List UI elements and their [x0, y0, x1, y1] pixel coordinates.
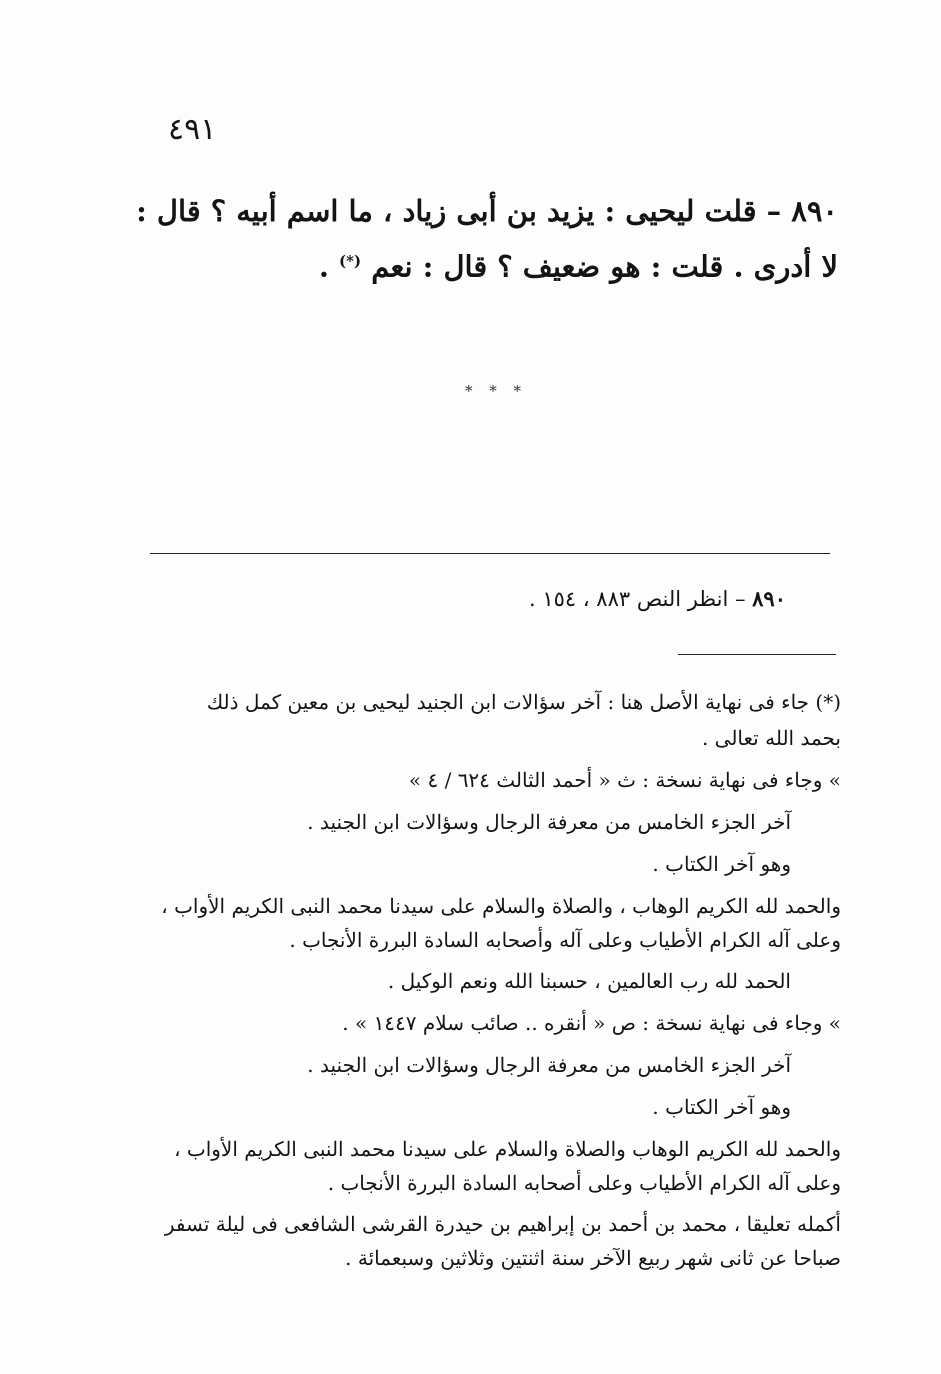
note-line: الحمد لله رب العالمين ، حسبنا الله ونعم الوكيل .: [387, 969, 791, 993]
note-line: » وجاء فى نهاية نسخة : ث « أحمد الثالث ٦٢٤ / ٤ »: [408, 768, 841, 792]
note-line: بحمد الله تعالى .: [701, 726, 841, 750]
note-line: والحمد لله الكريم الوهاب والصلاة والسلام على سيدنا محمد النبى الكريم الأواب ،: [174, 1137, 841, 1161]
notes-divider: [678, 654, 836, 655]
footnote-reference: [529, 586, 786, 611]
main-entry: [100, 186, 838, 292]
main-entry-line-1: [100, 186, 838, 236]
main-entry-text-1: – قلت ليحيى : يزيد بن أبى زياد ، ما اسم أبيه ؟ قال :: [136, 194, 782, 228]
note-line: وهو آخر الكتاب .: [652, 852, 791, 876]
footnote-reference-text: – انظر النص ٨٨٣ ، ١٥٤ .: [528, 587, 746, 611]
note-line: (*) جاء فى نهاية الأصل هنا : آخر سؤالات ابن الجنيد ليحيى بن معين كمل ذلك: [206, 690, 841, 714]
note-line: » وجاء فى نهاية نسخة : ص « أنقره .. صائب سلام ١٤٤٧ » .: [342, 1011, 841, 1035]
entry-number: ٨٩٠: [791, 194, 838, 228]
section-separator: * * *: [465, 382, 528, 400]
note-line: آخر الجزء الخامس من معرفة الرجال وسؤالات ابن الجنيد .: [307, 810, 791, 834]
footnote-marker: (*): [339, 252, 362, 270]
main-entry-line-2: [100, 236, 838, 292]
note-line: والحمد لله الكريم الوهاب ، والصلاة والسلام على سيدنا محمد النبى الكريم الأواب ،: [161, 894, 841, 918]
footnote-reference-number: ٨٩٠: [752, 586, 786, 611]
footnote-divider: [150, 553, 830, 554]
note-line: صباحا عن ثانى شهر ربيع الآخر سنة اثنتين وثلاثين وسبعمائة .: [345, 1246, 841, 1270]
note-line: آخر الجزء الخامس من معرفة الرجال وسؤالات ابن الجنيد .: [307, 1053, 791, 1077]
note-line: وهو آخر الكتاب .: [652, 1095, 791, 1119]
main-entry-text-2: لا أدرى . قلت : هو ضعيف ؟ قال : نعم: [371, 249, 838, 284]
main-entry-text-2-end: .: [318, 249, 340, 284]
note-line: وعلى آله الكرام الأطياب وعلى آله وأصحابه السادة البررة الأنجاب .: [289, 928, 841, 952]
note-line: وعلى آله الكرام الأطياب وعلى أصحابه السادة البررة الأنجاب .: [327, 1171, 841, 1195]
note-line: أكمله تعليقا ، محمد بن أحمد بن إبراهيم بن حيدرة القرشى الشافعى فى ليلة تسفر: [164, 1212, 841, 1236]
notes-block: [144, 684, 841, 1275]
page-number: ٤٩١: [168, 112, 217, 147]
